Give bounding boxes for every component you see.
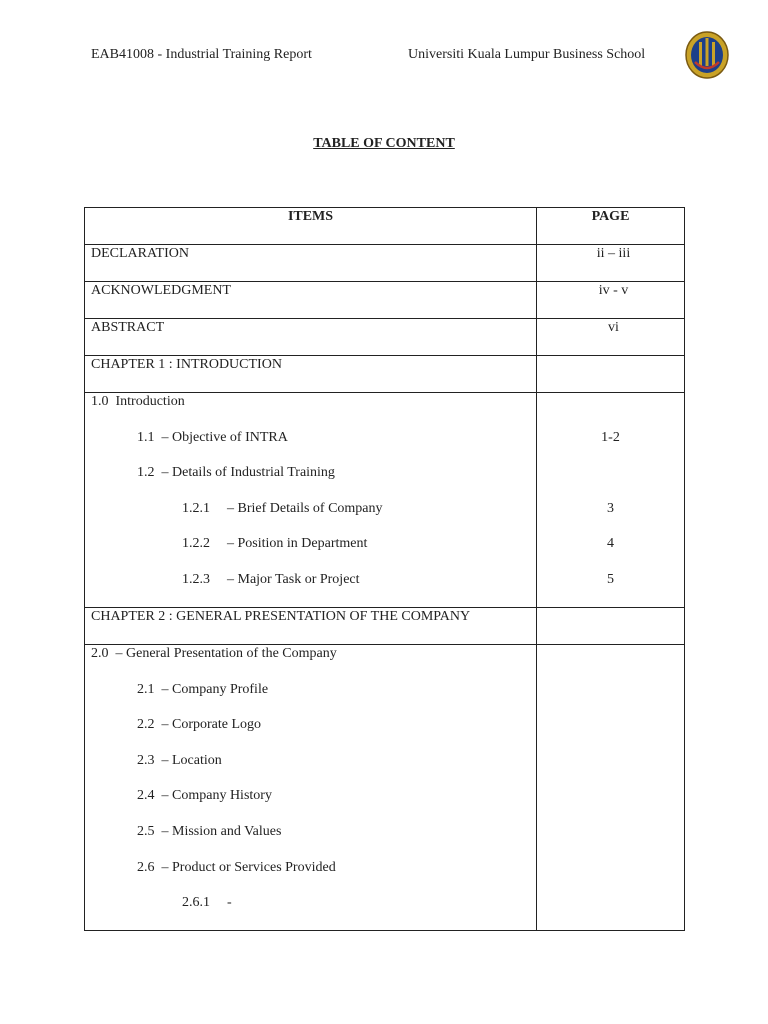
- table-row: [85, 319, 685, 356]
- chapter2-pages-cell: [537, 645, 685, 931]
- page-title: TABLE OF CONTENT: [313, 136, 455, 151]
- chapter1-pages-cell: [537, 393, 685, 608]
- university-crest-icon: [684, 30, 730, 80]
- toc-entry: 1.2.1 – Brief Details of Company: [182, 500, 383, 516]
- items-column-header: ITEMS: [85, 208, 537, 245]
- page-cell: vi: [537, 319, 685, 356]
- page-cell: ii – iii: [537, 245, 685, 282]
- item-cell: ABSTRACT: [85, 319, 537, 356]
- page-number: 5: [607, 571, 614, 587]
- toc-entry: 2.2 – Corporate Logo: [137, 717, 262, 733]
- toc-entry: 2.0 – General Presentation of the Company: [91, 646, 337, 661]
- page-number: [537, 393, 684, 429]
- chapter1-items-cell: [85, 393, 537, 608]
- toc-entry: 1.2.3 – Major Task or Project: [182, 571, 360, 587]
- toc-entry: 2.6 – Product or Services Provided: [137, 859, 336, 875]
- toc-entry: 2.3 – Location: [137, 752, 222, 768]
- toc-entry: 2.4 – Company History: [137, 788, 272, 804]
- page-number: [537, 464, 684, 500]
- table-row: [85, 282, 685, 319]
- page-column-header: PAGE: [537, 208, 685, 245]
- table-of-content: [84, 207, 685, 931]
- toc-entry: 2.5 – Mission and Values: [137, 823, 282, 839]
- page-number: 3: [607, 500, 614, 516]
- page-number: 1-2: [601, 429, 620, 445]
- item-cell: CHAPTER 1 : INTRODUCTION: [85, 356, 537, 393]
- table-row: [85, 608, 685, 645]
- table-header-row: [85, 208, 685, 245]
- item-cell: DECLARATION: [85, 245, 537, 282]
- table-row: [85, 356, 685, 393]
- page-cell: [537, 356, 685, 393]
- toc-entry: 1.0 Introduction: [91, 394, 185, 409]
- page-number: 4: [607, 536, 614, 552]
- chapter2-items-cell: [85, 645, 537, 931]
- chapter2-section-row: [85, 645, 685, 931]
- page-cell: [537, 608, 685, 645]
- school-name-header: Universiti Kuala Lumpur Business School: [408, 47, 646, 62]
- toc-entry: 1.1 – Objective of INTRA: [137, 429, 288, 445]
- chapter1-section-row: [85, 393, 685, 608]
- toc-entry: 1.2 – Details of Industrial Training: [137, 465, 335, 481]
- table-row: [85, 245, 685, 282]
- toc-entry: 2.1 – Company Profile: [137, 681, 269, 697]
- toc-entry: 2.6.1 -: [182, 895, 232, 911]
- item-cell: ACKNOWLEDGMENT: [85, 282, 537, 319]
- page-cell: iv - v: [537, 282, 685, 319]
- toc-entry: 1.2.2 – Position in Department: [182, 536, 368, 552]
- report-code-header: EAB41008 - Industrial Training Report: [91, 47, 312, 62]
- item-cell: CHAPTER 2 : GENERAL PRESENTATION OF THE COMPANY: [85, 608, 537, 645]
